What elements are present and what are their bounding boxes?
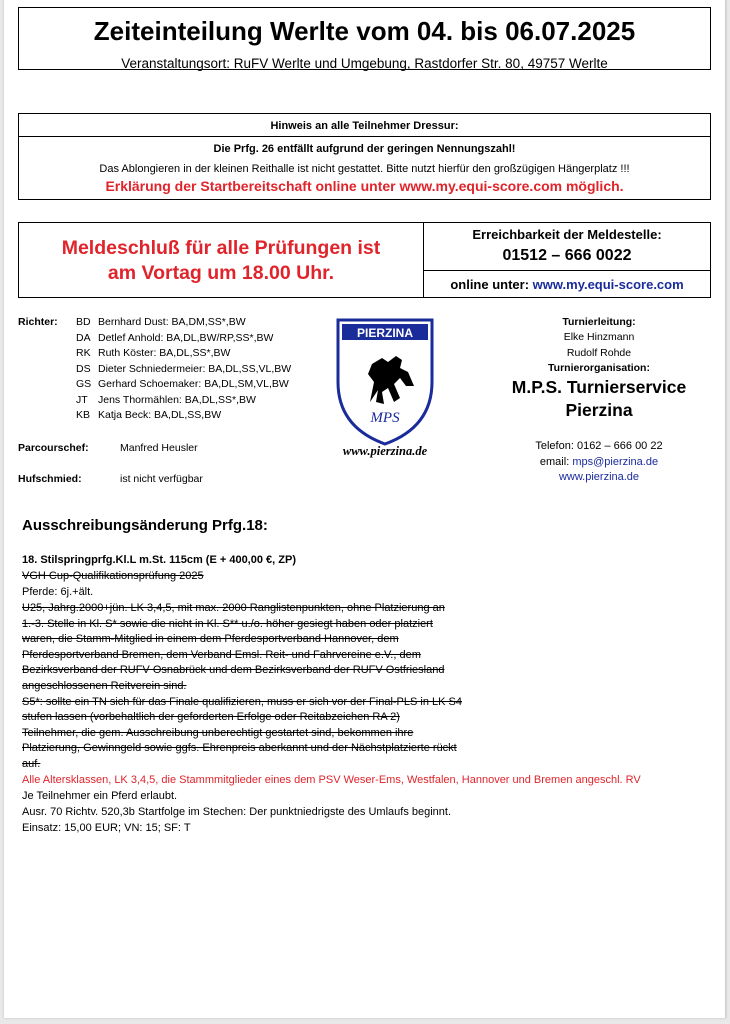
course-designer-label: Parcourschef: xyxy=(18,442,89,454)
rules-line: Ausr. 70 Richtv. 520,3b Startfolge im Stechen: Der punktniedrigste des Umlaufs beginnt. xyxy=(22,806,452,818)
shield-logo-icon xyxy=(330,312,440,462)
organisation-email xyxy=(479,456,719,468)
organisation-phone: Telefon: 0162 – 666 00 22 xyxy=(535,440,663,452)
judge-code: GS xyxy=(76,378,92,390)
page-title: Zeiteinteilung Werlte vom 04. bis 06.07.2025 xyxy=(93,16,636,46)
contact-panel xyxy=(424,223,710,297)
tournament-lead-1: Elke Hinzmann xyxy=(563,331,635,343)
struck-qualifier-line: VGH Cup-Qualifikationsprüfung 2025 xyxy=(22,570,204,582)
deadline-line-1: Meldeschluß für alle Prüfungen ist xyxy=(61,237,381,259)
judge-row xyxy=(76,409,221,424)
logo-mark-text: MPS xyxy=(370,410,400,426)
deadline-box xyxy=(18,222,711,298)
contact-heading: Erreichbarkeit der Meldestelle: xyxy=(472,227,662,242)
struck-condition-line: Platzierung, Gewinngeld sowie ggfs. Ehrenpreis aberkannt und der Nächstplatzierte rückt xyxy=(22,742,457,755)
judge-row xyxy=(76,316,246,331)
horses-line: Pferde: 6j.+ält. xyxy=(22,586,94,598)
organisation-name-1: M.P.S. Turnierservice xyxy=(511,377,687,397)
tournament-lead-2: Rudolf Rohde xyxy=(566,347,632,359)
notice-line-3: Erklärung der Startbereitschaft online unter www.my.equi-score.com möglich. xyxy=(105,178,624,194)
deadline-text xyxy=(19,236,423,286)
judge-row xyxy=(76,378,289,393)
organisation-name-2: Pierzina xyxy=(565,400,633,420)
organisation-label: Turnierorganisation: xyxy=(548,362,650,374)
struck-condition-line: stufen lassen (vorbehaltlich der geforderten Erfolge oder Reitabzeichen RA 2) xyxy=(22,711,400,724)
contact-online xyxy=(424,277,710,292)
notice-line-1: Die Prfg. 26 entfällt aufgrund der geringen Nennungszahl! xyxy=(213,143,516,155)
judge-name: Jens Thormählen: BA,DL,SS*,BW xyxy=(98,393,256,406)
judge-name: Katja Beck: BA,DL,SS,BW xyxy=(98,409,222,421)
farrier-value: ist nicht verfügbar xyxy=(120,473,203,485)
notice-line-2: Das Ablongieren in der kleinen Reithalle ist nicht gestattet. Bitte nutzt hierfür den großzügigen Hängerplatz !!! xyxy=(99,163,630,175)
judge-name: Bernhard Dust: BA,DM,SS*,BW xyxy=(98,316,246,328)
email-link[interactable]: mps@pierzina.de xyxy=(572,456,659,468)
struck-condition-line: Bezirksverband der RUFV Osnabrück und dem Bezirksverband der RUFV Ostfriesland xyxy=(22,664,445,677)
logo-url: www.pierzina.de xyxy=(342,444,428,458)
notice-heading: Hinweis an alle Teilnehmer Dressur: xyxy=(270,120,459,132)
document-page xyxy=(4,0,726,1018)
website-link[interactable]: www.pierzina.de xyxy=(558,471,640,483)
equi-score-link[interactable]: www.my.equi-score.com xyxy=(532,277,684,292)
contact-phone: 01512 – 666 0022 xyxy=(502,247,632,264)
horse-limit-line: Je Teilnehmer ein Pferd erlaubt. xyxy=(22,790,178,802)
judge-name: Ruth Köster: BA,DL,SS*,BW xyxy=(98,347,231,359)
judge-row xyxy=(76,363,291,378)
judge-code: JT xyxy=(76,393,88,406)
venue-line: Veranstaltungsort: RuFV Werlte und Umgebung, Rastdorfer Str. 80, 49757 Werlte xyxy=(121,56,608,71)
judges-label: Richter: xyxy=(18,316,58,328)
struck-condition-line: U25, Jahrg.2000+jün. LK 3,4,5, mit max. 2000 Ranglistenpunkten, ohne Platzierung an xyxy=(22,602,445,614)
competition-heading: 18. Stilspringprfg.Kl.L m.St. 115cm (E + 400,00 €, ZP) xyxy=(22,554,296,566)
tournament-lead-label: Turnierleitung: xyxy=(562,316,636,328)
struck-condition-line: waren, die Stamm-Mitglied in einem dem Pferdesportverband Hannover, dem xyxy=(22,633,399,646)
judge-name: Dieter Schniedermeier: BA,DL,SS,VL,BW xyxy=(98,362,292,375)
struck-condition-line: S5*: sollte ein TN sich für das Finale qualifizieren, muss er sich vor der Final-PLS in LK S4 xyxy=(22,695,462,708)
divider xyxy=(19,136,710,137)
course-designer-value: Manfred Heusler xyxy=(120,442,198,454)
judge-row xyxy=(76,347,230,362)
logo-banner-text: PIERZINA xyxy=(356,326,414,340)
judge-name: Gerhard Schoemaker: BA,DL,SM,VL,BW xyxy=(98,378,289,390)
pierzina-logo xyxy=(330,312,440,462)
judge-row xyxy=(76,394,256,409)
contact-online-label: online unter: xyxy=(450,277,533,292)
struck-condition-line: 1.-3. Stelle in Kl. S* sowie die nicht in Kl. S** u./o. höher gesiegt haben oder platziert xyxy=(22,617,433,630)
title-box xyxy=(18,7,711,70)
judge-row xyxy=(76,332,273,347)
judge-code: RK xyxy=(76,347,91,359)
new-eligibility-line: Alle Altersklassen, LK 3,4,5, die Stammmitglieder eines dem PSV Weser-Ems, Westfalen, Hannover und Bremen angeschl. RV xyxy=(22,774,641,786)
struck-condition-line: Pferdesportverband Bremen, dem Verband Emsl. Reit- und Fahrvereine e.V., dem xyxy=(22,648,421,661)
judge-code: KB xyxy=(76,409,91,421)
judge-code: DS xyxy=(76,362,91,375)
struck-condition-line: auf. xyxy=(22,758,41,770)
notice-box xyxy=(18,113,711,200)
deadline-line-2: am Vortag um 18.00 Uhr. xyxy=(107,262,335,284)
email-label: email: xyxy=(539,456,573,468)
struck-condition-line: angeschlossenen Reitverein sind. xyxy=(22,680,187,692)
divider xyxy=(424,270,710,271)
judge-name: Detlef Anhold: BA,DL,BW/RP,SS*,BW xyxy=(98,331,274,344)
change-section-title: Ausschreibungsänderung Prfg.18: xyxy=(22,517,268,534)
entry-fee-line: Einsatz: 15,00 EUR; VN: 15; SF: T xyxy=(22,822,191,834)
judge-code: DA xyxy=(76,331,91,344)
struck-condition-line: Teilnehmer, die gem. Ausschreibung unberechtigt gestartet sind, bekommen ihre xyxy=(22,726,414,739)
judge-code: BD xyxy=(76,316,91,328)
farrier-label: Hufschmied: xyxy=(18,473,82,485)
